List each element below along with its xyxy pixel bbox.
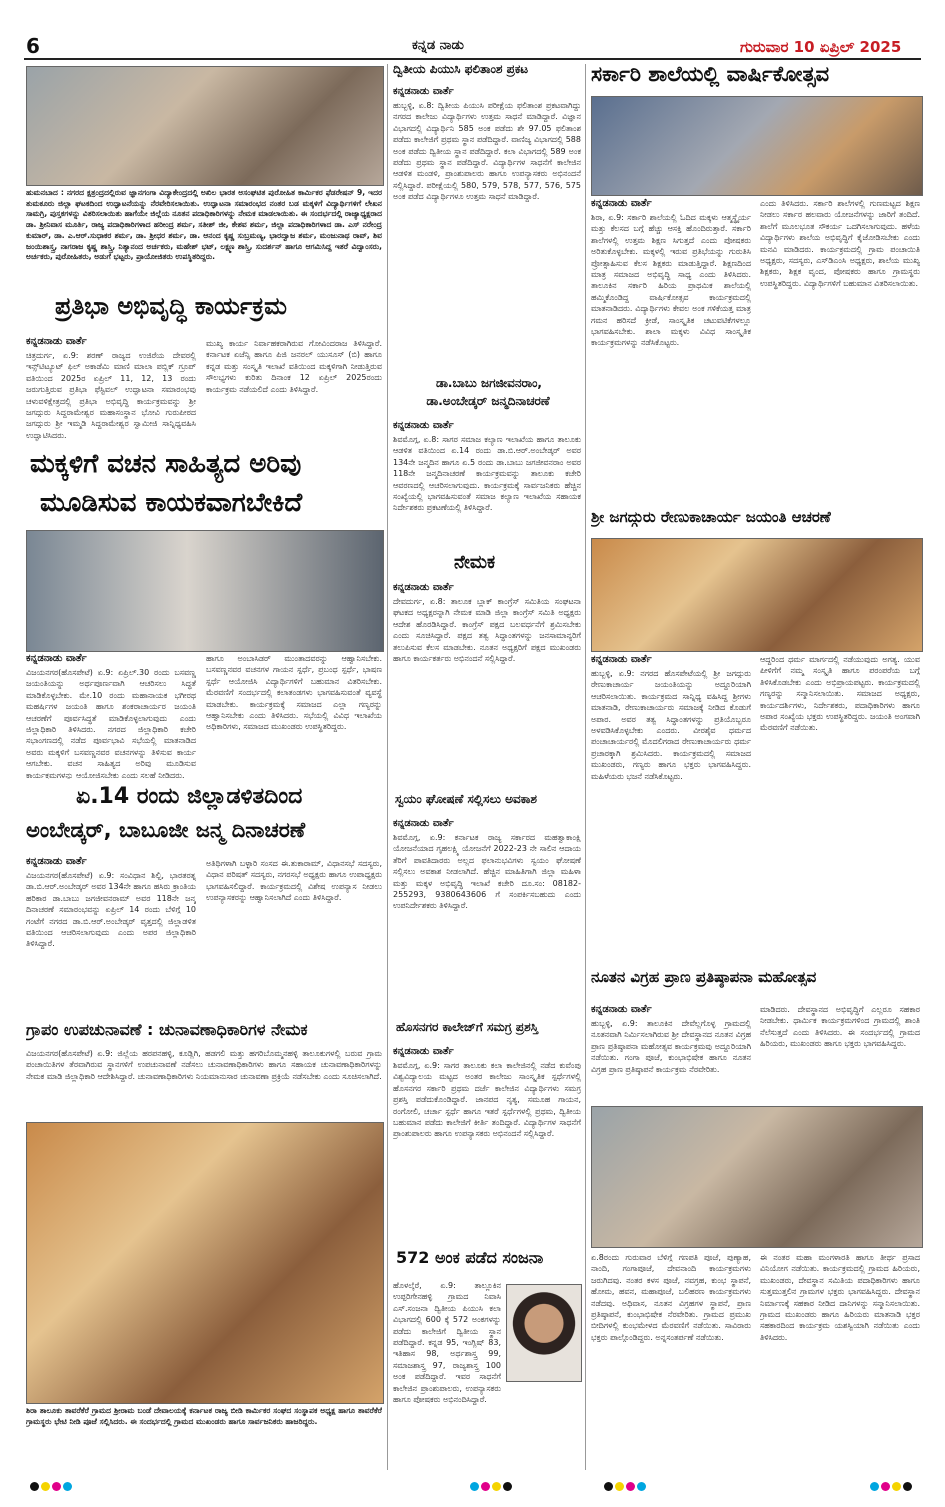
masthead-rule <box>24 58 921 60</box>
article-body: ಮಾಡಿದರು. ದೇವಸ್ಥಾನದ ಅಭಿವೃದ್ಧಿಗೆ ಎಲ್ಲರೂ ಸಹಕಾರ ನೀಡಬೇಕು. ಧಾರ್ಮಿಕ ಕಾರ್ಯಕ್ರಮಗಳಿಂದ ಗ್ರಾಮದಲ್ಲಿ ಶಾಂತಿ ನೆಲೆಸುತ್ತದೆ ಎಂದು ತಿಳಿಸಿದರು. ಈ ಸಂದರ್ಭದಲ್ಲಿ ಗ್ರಾಮದ ಹಿರಿಯರು, ಮುಖಂಡರು ಹಾಗೂ ಭಕ್ತರು ಭಾಗವಹಿಸಿದ್ದರು. <box>760 1005 920 1049</box>
byline: ಕನ್ನಡನಾಡು ವಾರ್ತೆ <box>393 1046 454 1057</box>
byline: ಕನ್ನಡನಾಡು ವಾರ್ತೆ <box>393 818 454 829</box>
article-body: ವಿಜಯನಗರ(ಹೊಸಪೇಟೆ) ಏ.9: ಸಂವಿಧಾನ ಶಿಲ್ಪಿ, ಭಾರತರತ್ನ ಡಾ.ಬಿ.ಆರ್.ಅಂಬೇಡ್ಕರ್ ಅವರ 134ನೇ ಹಾಗೂ ಹಸಿರು ಕ್ರಾಂತಿಯ ಹರಿಕಾರ ಡಾ.ಬಾಬು ಜಗಜೀವನರಾಮ್ ಅವರ 118ನೇ ಜನ್ಮ ದಿನಾಚರಣೆ ಸಮಾರಂಭವನ್ನು ಏಪ್ರಿಲ್ 14 ರಂದು ಬೆಳಿಗ್ಗೆ 10 ಗಂಟೆಗೆ ನಗರದ ಡಾ.ಬಿ.ಆರ್.ಅಂಬೇಡ್ಕರ್ ವೃತ್ತದಲ್ಲಿ ಜಿಲ್ಲಾಡಳಿತ ವತಿಯಿಂದ ಆಚರಿಸಲಾಗುವುದು ಎಂದು ಅಪರ ಜಿಲ್ಲಾಧಿಕಾರಿ ತಿಳಿಸಿದ್ದಾರೆ. <box>26 871 196 949</box>
headline-ambedkar-line2: ಅಂಬೇಡ್ಕರ್, ಬಾಬೂಜೀ ಜನ್ಮ ದಿನಾಚರಣೆ <box>26 818 306 842</box>
jayanti-photo <box>591 538 923 652</box>
meeting-photo <box>26 530 384 652</box>
registration-dots-icon <box>30 1476 74 1495</box>
headline-sanjana: 572 ಅಂಕ ಪಡೆದ ಸಂಜನಾ <box>396 1248 544 1267</box>
byline: ಕನ್ನಡನಾಡು ವಾರ್ತೆ <box>26 336 87 347</box>
byline: ಕನ್ನಡನಾಡು ವಾರ್ತೆ <box>591 198 652 209</box>
headline-hosanagara: ಹೊಸನಗರ ಕಾಲೇಜ್‌ಗೆ ಸಮಗ್ರ ಪ್ರಶಸ್ತಿ <box>396 1020 539 1034</box>
headline-ambedkar: ಏ.14 ರಂದು ಜಿಲ್ಲಾಡಳಿತದಿಂದ <box>76 784 303 809</box>
article-body: ಹುಬ್ಬಳ್ಳಿ, ಏ.9: ತಾಲೂಕಿನ ದೇವೆಲ್ಲಗೊಳ್ಳ ಗ್ರಾಮದಲ್ಲಿ ನೂತನವಾಗಿ ನಿರ್ಮಿಸಲಾಗಿರುವ ಶ್ರೀ ದೇವಸ್ಥಾನದ ನೂತನ ವಿಗ್ರಹ ಪ್ರಾಣ ಪ್ರತಿಷ್ಠಾಪನಾ ಮಹೋತ್ಸವ ಕಾರ್ಯಕ್ರಮವು ಅದ್ದೂರಿಯಾಗಿ ನಡೆಯಿತು. ಗಂಗಾ ಪೂಜೆ, ಕುಂಭಾಭಿಷೇಕ ಹಾಗೂ ನೂತನ ವಿಗ್ರಹ ಪ್ರಾಣ ಪ್ರತಿಷ್ಠಾಪನೆ ಕಾರ್ಯಕ್ರಮ ನೆರವೇರಿತು. <box>591 1019 751 1074</box>
school-anniversary-photo <box>591 96 923 196</box>
article-body: ವಿಜಯನಗರ(ಹೊಸಪೇಟೆ) ಏ.9: ಏಪ್ರಿಲ್.30 ರಂದು ಬಸವಣ್ಣ ಜಯಂತಿಯನ್ನು ಅರ್ಥಪೂರ್ಣವಾಗಿ ಆಚರಿಸಲು ಸಿದ್ಧತೆ ಮಾಡಿಕೊಳ್ಳಬೇಕು. ಮೇ.10 ರಂದು ಮಹಾನಾಯಕ ಭಗೀರಥ ಮಹರ್ಷಿಗಳ ಜಯಂತಿ ಹಾಗೂ ಶಂಕರಾಚಾರ್ಯರ ಜಯಂತಿ ಆಚರಣೆಗೆ ಪೂರ್ವಸಿದ್ಧತೆ ಮಾಡಿಕೊಳ್ಳಲಾಗುವುದು ಎಂದು ಜಿಲ್ಲಾಧಿಕಾರಿ ತಿಳಿಸಿದರು. ನಗರದ ಜಿಲ್ಲಾಧಿಕಾರಿ ಕಚೇರಿ ಸಭಾಂಗಣದಲ್ಲಿ ನಡೆದ ಪೂರ್ವಭಾವಿ ಸಭೆಯಲ್ಲಿ ಮಾತನಾಡಿದ ಅವರು ಮಕ್ಕಳಿಗೆ ಬಸವಣ್ಣನವರ ವಚನಗಳನ್ನು ತಿಳಿಸುವ ಕಾರ್ಯ ಆಗಬೇಕು. ವಚನ ಸಾಹಿತ್ಯದ ಅರಿವು ಮೂಡಿಸುವ ಕಾರ್ಯಕ್ರಮಗಳನ್ನು ಆಯೋಜಿಸಬೇಕು ಎಂದು ಸಲಹೆ ನೀಡಿದರು. <box>26 668 196 779</box>
article-body: ಹುಬ್ಬಳ್ಳಿ, ಏ.9: ನಗರದ ಹೊಸಪೇಟೆಯಲ್ಲಿ ಶ್ರೀ ಜಗದ್ಗುರು ರೇಣುಕಾಚಾರ್ಯ ಜಯಂತಿಯನ್ನು ಅದ್ದೂರಿಯಾಗಿ ಆಚರಿಸಲಾಯಿತು. ಕಾರ್ಯಕ್ರಮದ ಸಾನ್ನಿಧ್ಯ ವಹಿಸಿದ್ದ ಶ್ರೀಗಳು ಮಾತನಾಡಿ, ರೇಣುಕಾಚಾರ್ಯರು ಸಮಾಜಕ್ಕೆ ನೀಡಿದ ಕೊಡುಗೆ ಅಪಾರ. ಅವರ ತತ್ವ ಸಿದ್ಧಾಂತಗಳನ್ನು ಪ್ರತಿಯೊಬ್ಬರೂ ಅಳವಡಿಸಿಕೊಳ್ಳಬೇಕು ಎಂದರು. ವೀರಶೈವ ಧರ್ಮದ ಪಂಚಾಚಾರ್ಯರಲ್ಲಿ ಮೊದಲಿಗರಾದ ರೇಣುಕಾಚಾರ್ಯರು ಧರ್ಮ ಪ್ರಚಾರಕ್ಕಾಗಿ ಶ್ರಮಿಸಿದರು. ಕಾರ್ಯಕ್ರಮದಲ್ಲಿ ಸಮಾಜದ ಮುಖಂಡರು, ಗಣ್ಯರು ಹಾಗೂ ಭಕ್ತರು ಭಾಗವಹಿಸಿದ್ದರು. ಮಹಿಳೆಯರು ಭಜನೆ ನಡೆಸಿಕೊಟ್ಟರು. <box>591 669 751 781</box>
article-body: ಹುಬ್ಬಳ್ಳಿ, ಏ.8: ದ್ವಿತೀಯ ಪಿಯುಸಿ ಪರೀಕ್ಷೆಯ ಫಲಿತಾಂಶ ಪ್ರಕಟವಾಗಿದ್ದು ನಗರದ ಕಾಲೇಜು ವಿದ್ಯಾರ್ಥಿಗಳು ಉತ್ತಮ ಸಾಧನೆ ಮಾಡಿದ್ದಾರೆ. ವಿಜ್ಞಾನ ವಿಭಾಗದಲ್ಲಿ ವಿದ್ಯಾರ್ಥಿನಿ 585 ಅಂಕ ಪಡೆದು ಶೇ 97.05 ಫಲಿತಾಂಶ ಪಡೆದು ಕಾಲೇಜಿಗೆ ಪ್ರಥಮ ಸ್ಥಾನ ಪಡೆದಿದ್ದಾರೆ. ವಾಣಿಜ್ಯ ವಿಭಾಗದಲ್ಲಿ 588 ಅಂಕ ಪಡೆದು ದ್ವಿತೀಯ ಸ್ಥಾನ ಪಡೆದಿದ್ದಾರೆ. ಕಲಾ ವಿಭಾಗದಲ್ಲಿ 589 ಅಂಕ ಪಡೆದು ಪ್ರಥಮ ಸ್ಥಾನ ಪಡೆದಿದ್ದಾರೆ. ವಿದ್ಯಾರ್ಥಿಗಳ ಸಾಧನೆಗೆ ಕಾಲೇಜಿನ ಆಡಳಿತ ಮಂಡಳಿ, ಪ್ರಾಂಶುಪಾಲರು ಹಾಗೂ ಉಪನ್ಯಾಸಕರು ಅಭಿನಂದನೆ ಸಲ್ಲಿಸಿದ್ದಾರೆ. ಪರೀಕ್ಷೆಯಲ್ಲಿ 580, 579, 578, 577, 576, 575 ಅಂಕ ಪಡೆದ ವಿದ್ಯಾರ್ಥಿಗಳೂ ಉತ್ತಮ ಸಾಧನೆ ಮಾಡಿದ್ದಾರೆ. <box>393 101 581 202</box>
article-body: ಶಿವಮೊಗ್ಗ, ಏ.9: ಸಾಗರ ತಾಲೂಕು ಕಲಾ ಕಾಲೇಜಿನಲ್ಲಿ ನಡೆದ ಕುವೆಂಪು ವಿಶ್ವವಿದ್ಯಾಲಯ ಮಟ್ಟದ ಅಂತರ ಕಾಲೇಜು ಸಾಂಸ್ಕೃತಿಕ ಸ್ಪರ್ಧೆಗಳಲ್ಲಿ ಹೊಸನಗರ ಸರ್ಕಾರಿ ಪ್ರಥಮ ದರ್ಜೆ ಕಾಲೇಜಿನ ವಿದ್ಯಾರ್ಥಿಗಳು ಸಮಗ್ರ ಪ್ರಶಸ್ತಿ ಪಡೆದುಕೊಂಡಿದ್ದಾರೆ. ಜಾನಪದ ನೃತ್ಯ, ಸಮೂಹ ಗಾಯನ, ರಂಗೋಲಿ, ಚರ್ಚಾ ಸ್ಪರ್ಧೆ ಹಾಗೂ ಇತರೆ ಸ್ಪರ್ಧೆಗಳಲ್ಲಿ ಪ್ರಥಮ, ದ್ವಿತೀಯ ಬಹುಮಾನ ಪಡೆದು ಕಾಲೇಜಿಗೆ ಕೀರ್ತಿ ತಂದಿದ್ದಾರೆ. ವಿದ್ಯಾರ್ಥಿಗಳ ಸಾಧನೆಗೆ ಪ್ರಾಂಶುಪಾಲರು ಹಾಗೂ ಉಪನ್ಯಾಸಕರು ಅಭಿನಂದನೆ ಸಲ್ಲಿಸಿದ್ದಾರೆ. <box>393 1061 581 1139</box>
article-body: ಶಿವಮೊಗ್ಗ, ಏ.9: ಕರ್ನಾಟಕ ರಾಜ್ಯ ಸರ್ಕಾರದ ಮಹತ್ವಾಕಾಂಕ್ಷಿ ಯೋಜನೆಯಾದ ಗೃಹಲಕ್ಷ್ಮಿ ಯೋಜನೆಗೆ 2022-23 ನೇ ಸಾಲಿನ ಆದಾಯ ತೆರಿಗೆ ಪಾವತಿದಾರರು ಅಲ್ಲದ ಫಲಾನುಭವಿಗಳು ಸ್ವಯಂ ಘೋಷಣೆ ಸಲ್ಲಿಸಲು ಅವಕಾಶ ನೀಡಲಾಗಿದೆ. ಹೆಚ್ಚಿನ ಮಾಹಿತಿಗಾಗಿ ಜಿಲ್ಲಾ ಮಹಿಳಾ ಮತ್ತು ಮಕ್ಕಳ ಅಭಿವೃದ್ಧಿ ಇಲಾಖೆ ಕಚೇರಿ ದೂ.ಸಂ: 08182-255293, 9380643606 ಗೆ ಸಂಪರ್ಕಿಸಬಹುದು ಎಂದು ಉಪನಿರ್ದೇಶಕರು ತಿಳಿಸಿದ್ದಾರೆ. <box>393 833 581 911</box>
headline-swayam: ಸ್ವಯಂ ಘೋಷಣೆ ಸಲ್ಲಿಸಲು ಅವಕಾಶ <box>395 792 537 806</box>
column-divider <box>387 64 388 1470</box>
headline-pratibha: ಪ್ರತಿಭಾ ಅಭಿವೃದ್ಧಿ ಕಾರ್ಯಕ್ರಮ <box>55 292 287 320</box>
article-body: ಶಿರಾ, ಏ.9: ಸರ್ಕಾರಿ ಶಾಲೆಯಲ್ಲಿ ಓದಿದ ಮಕ್ಕಳು ಆತ್ಮಸ್ಥೈರ್ಯ ಮತ್ತು ಕೆಲಸದ ಬಗ್ಗೆ ಹೆಚ್ಚು ಆಸಕ್ತಿ ಹೊಂದಿರುತ್ತಾರೆ. ಸರ್ಕಾರಿ ಶಾಲೆಗಳಲ್ಲಿ ಉತ್ತಮ ಶಿಕ್ಷಣ ಸಿಗುತ್ತದೆ ಎಂದು ಪೋಷಕರು ಅರಿತುಕೊಳ್ಳಬೇಕು. ಮಕ್ಕಳಲ್ಲಿ ಇರುವ ಪ್ರತಿಭೆಯನ್ನು ಗುರುತಿಸಿ ಪ್ರೋತ್ಸಾಹಿಸುವ ಕೆಲಸ ಶಿಕ್ಷಕರು ಮಾಡುತ್ತಿದ್ದಾರೆ. ಶಿಕ್ಷಣದಿಂದ ಮಾತ್ರ ಸಮಾಜದ ಅಭಿವೃದ್ಧಿ ಸಾಧ್ಯ ಎಂದು ತಿಳಿಸಿದರು. ತಾಲೂಕಿನ ಸರ್ಕಾರಿ ಹಿರಿಯ ಪ್ರಾಥಮಿಕ ಶಾಲೆಯಲ್ಲಿ ಹಮ್ಮಿಕೊಂಡಿದ್ದ ವಾರ್ಷಿಕೋತ್ಸವ ಕಾರ್ಯಕ್ರಮದಲ್ಲಿ ಮಾತನಾಡಿದರು. ವಿದ್ಯಾರ್ಥಿಗಳು ಕೇವಲ ಅಂಕ ಗಳಿಕೆಯತ್ತ ಮಾತ್ರ ಗಮನ ಹರಿಸದೆ ಕ್ರೀಡೆ, ಸಾಂಸ್ಕೃತಿಕ ಚಟುವಟಿಕೆಗಳಲ್ಲೂ ಭಾಗವಹಿಸಬೇಕು. ಶಾಲಾ ಮಕ್ಕಳು ವಿವಿಧ ಸಾಂಸ್ಕೃತಿಕ ಕಾರ್ಯಕ್ರಮಗಳನ್ನು ನಡೆಸಿಕೊಟ್ಟರು. <box>591 213 751 348</box>
byline: ಕನ್ನಡನಾಡು ವಾರ್ತೆ <box>393 420 454 431</box>
registration-dots-icon <box>604 1476 648 1495</box>
article-body: ಹಾಗೂ ಅಂಬಾಸಿಡರ್ ಮುಂತಾದವರನ್ನು ಆಹ್ವಾನಿಸಬೇಕು. ಬಸವಣ್ಣನವರ ವಚನಗಳ ಗಾಯನ ಸ್ಪರ್ಧೆ, ಪ್ರಬಂಧ ಸ್ಪರ್ಧೆ, ಭಾಷಣ ಸ್ಪರ್ಧೆ ಆಯೋಜಿಸಿ ವಿದ್ಯಾರ್ಥಿಗಳಿಗೆ ಬಹುಮಾನ ವಿತರಿಸಬೇಕು. ಮೆರವಣಿಗೆ ಸಂದರ್ಭದಲ್ಲಿ ಕಲಾತಂಡಗಳು ಭಾಗವಹಿಸುವಂತೆ ವ್ಯವಸ್ಥೆ ಮಾಡಬೇಕು. ಕಾರ್ಯಕ್ರಮಕ್ಕೆ ಸಮಾಜದ ಎಲ್ಲಾ ಗಣ್ಯರನ್ನು ಆಹ್ವಾನಿಸಬೇಕು ಎಂದು ತಿಳಿಸಿದರು. ಸಭೆಯಲ್ಲಿ ವಿವಿಧ ಇಲಾಖೆಯ ಅಧಿಕಾರಿಗಳು, ಸಮಾಜದ ಮುಖಂಡರು ಉಪಸ್ಥಿತರಿದ್ದರು. <box>206 654 382 732</box>
article-body: ಏ.8ರಂದು ಗುರುವಾರ ಬೆಳಿಗ್ಗೆ ಗಣಪತಿ ಪೂಜೆ, ಪುಣ್ಯಾಹ, ನಾಂದಿ, ಗಂಗಾಪೂಜೆ, ದೇವನಾಂದಿ ಕಾರ್ಯಕ್ರಮಗಳು ಜರುಗಿದವು. ನಂತರ ಕಳಸ ಪೂಜೆ, ನವಗ್ರಹ, ಕುಂಭ ಸ್ಥಾಪನೆ, ಹೋಮ, ಹವನ, ಮಹಾಪೂಜೆ, ಬಲಿಹರಣ ಕಾರ್ಯಕ್ರಮಗಳು ನಡೆದವು. ಅಧಿವಾಸ, ನೂತನ ವಿಗ್ರಹಗಳ ಸ್ಥಾಪನೆ, ಪ್ರಾಣ ಪ್ರತಿಷ್ಠಾಪನೆ, ಕುಂಭಾಭಿಷೇಕ ನೆರವೇರಿತು. ಗ್ರಾಮದ ಪ್ರಮುಖ ಬೀದಿಗಳಲ್ಲಿ ಕುಂಭಮೇಳದ ಮೆರವಣಿಗೆ ನಡೆಯಿತು. ಸಾವಿರಾರು ಭಕ್ತರು ಪಾಲ್ಗೊಂಡಿದ್ದರು. ಅನ್ನಸಂತರ್ಪಣೆ ನಡೆಯಿತು. <box>591 1253 751 1342</box>
federation-group-photo <box>26 66 384 186</box>
photo-caption: ಹುಮನಬಾದ : ನಗರದ ಕ್ಷತ್ರಂದ್ರದಲ್ಲಿರುವ ಜ್ಞಾನಗಂಗಾ ವಿದ್ಯಾಕೇಂದ್ರದಲ್ಲಿ ಅಖಿಲ ಭಾರತ ಅಸಂಘಟಿತ ಪುರೋಹಿತ ಕಾರ್ಮಿಕರ ಫೆಡರೇಷನ್ 9, ಇದರ ತುಮಕೂರು ಜಿಲ್ಲಾ ಘಟಕದಿಂದ ಉದ್ಘಾಟನೆಯನ್ನು ನೆರವೇರಿಸಲಾಯಿತು. ಉದ್ಘಾಟನಾ ಸಮಾರಂಭದ ನಂತರ ಬಡ ಮಕ್ಕಳಿಗೆ ವಿದ್ಯಾರ್ಥಿಗಳಿಗೆ ಲೇಖನ ಸಾಮಗ್ರಿ, ಪುಸ್ತಕಗಳನ್ನು ವಿತರಿಸಲಾಯಿತು ಹಾಗೆಯೇ ಜಿಲ್ಲೆಯ ನೂತನ ಪದಾಧಿಕಾರಿಗಳನ್ನು ನೇಮಕ ಮಾಡಲಾಯಿತು. ಈ ಸಂದರ್ಭದಲ್ಲಿ ರಾಜ್ಯಾಧ್ಯಕ್ಷರಾದ ಡಾ. ಶ್ರೀನಿವಾಸ ಮೂರ್ತಿ, ರಾಜ್ಯ ಪದಾಧಿಕಾರಿಗಳಾದ ಹರೀಂದ್ರ ಶರ್ಮ, ಸತೀಶ್ ಜೀ, ಕೇಶವ ಶರ್ಮ, ಜಿಲ್ಲಾ ಪದಾಧಿಕಾರಿಗಳಾದ ಡಾ. ಎಸ್ ನರೇಂದ್ರ ಕುಮಾರ್, ಡಾ. ಎ.ಆರ್.ಸುಧಾಕರ ಶರ್ಮ, ಡಾ. ಶ್ರೀಧರ ಶರ್ಮ, ಡಾ. ಆನಂದ ಕೃಷ್ಣ ಸುಬ್ರಮಣ್ಯ, ಭಾರದ್ವಾಜ ಶರ್ಮ, ಮಂಜುನಾಥ ರಾವ್, ಶಿವ ಜಂಯಿಶಾಸ್ತ್ರ, ನಾಗರಾಜ ಕೃಷ್ಣ ಶಾಸ್ತ್ರಿ, ನಿತ್ಯಾನಂದ ಅರ್ಚಕರು, ಮಹೇಶ್ ಭಟ್, ಲಕ್ಷ್ಮಣ ಶಾಸ್ತ್ರಿ, ಸುದರ್ಶನ್ ಹಾಗೂ ಆಗಮಿಸಿದ್ದ ಇತರೆ ವಿದ್ವಾಂಸರು, ಅರ್ಚಕರು, ಪುರೋಹಿತರು, ಅಡುಗೆ ಭಟ್ಟರು, ಪ್ರಾಯೋಜಿತರು ಉಪಸ್ಥಿತರಿದ್ದರು. <box>26 188 382 262</box>
page-number: 6 <box>26 34 40 58</box>
headline-sarkari: ಸರ್ಕಾರಿ ಶಾಲೆಯಲ್ಲಿ ವಾರ್ಷಿಕೋತ್ಸವ <box>591 62 830 86</box>
photo-caption: ಶಿರಾ ತಾಲೂಕು ತಾವರೆಕೆರೆ ಗ್ರಾಮದ ಶ್ರೀರಾಮ ಬಂಡೆ ದೇವಾಲಯಕ್ಕೆ ಕರ್ನಾಟಕ ರಾಜ್ಯ ಬೀಡಿ ಕಾರ್ಮಿಕರ ಸಂಘದ ಸಂಸ್ಥಾಪಕ ಅಧ್ಯಕ್ಷ ಹಾಗೂ ತಾವರೆಕೆರೆ ಗ್ರಾಮಸ್ಥರು ಭೇಟಿ ನೀಡಿ ಪೂಜೆ ಸಲ್ಲಿಸಿದರು. ಈ ಸಂದರ್ಭದಲ್ಲಿ ಗ್ರಾಮದ ಮುಖಂಡರು ಹಾಗೂ ಸಾರ್ವಜನಿಕರು ಹಾಜರಿದ್ದರು. <box>26 1406 382 1426</box>
registration-dots-icon <box>470 1476 514 1495</box>
article-body: ಈ ನಂತರ ಮಹಾ ಮಂಗಳಾರತಿ ಹಾಗೂ ತೀರ್ಥ ಪ್ರಸಾದ ವಿನಿಯೋಗ ನಡೆಯಿತು. ಕಾರ್ಯಕ್ರಮದಲ್ಲಿ ಗ್ರಾಮದ ಹಿರಿಯರು, ಮುಖಂಡರು, ದೇವಸ್ಥಾನ ಸಮಿತಿಯ ಪದಾಧಿಕಾರಿಗಳು ಹಾಗೂ ಸುತ್ತಮುತ್ತಲಿನ ಗ್ರಾಮಗಳ ಭಕ್ತರು ಭಾಗವಹಿಸಿದ್ದರು. ದೇವಸ್ಥಾನ ನಿರ್ಮಾಣಕ್ಕೆ ಸಹಕಾರ ನೀಡಿದ ದಾನಿಗಳನ್ನು ಸನ್ಮಾನಿಸಲಾಯಿತು. ಗ್ರಾಮದ ಮುಖಂಡರು ಹಾಗೂ ಹಿರಿಯರು ಮಾತನಾಡಿ ಭಕ್ತರ ಸಹಕಾರದಿಂದ ಕಾರ್ಯಕ್ರಮ ಯಶಸ್ವಿಯಾಗಿ ನಡೆಯಿತು ಎಂದು ತಿಳಿಸಿದರು. <box>760 1253 920 1342</box>
byline: ಕನ್ನಡನಾಡು ವಾರ್ತೆ <box>591 1004 652 1015</box>
consecration-photo <box>591 1106 923 1248</box>
byline: ಕನ್ನಡನಾಡು ವಾರ್ತೆ <box>26 856 87 867</box>
headline-babu: ಡಾ.ಬಾಬು ಜಗಜೀವನರಾಂ, <box>436 376 542 390</box>
headline-vachana-line2: ಮೂಡಿಸುವ ಕಾಯಕವಾಗಬೇಕಿದೆ <box>40 488 303 518</box>
article-body: ಮುಖ್ಯ ಕಾರ್ಯ ನಿರ್ವಾಹಕರಾಗಿರುವ ಗೋವಿಂದರಾಜ ತಿಳಿಸಿದ್ದಾರೆ. ಕರ್ನಾಟಕ ಏಜೆನ್ಸಿ ಹಾಗೂ ಪಿಜಿ ಜನರಲ್ ಯುಸೂಸ್ (ಬಿ) ಹಾಗೂ ಕನ್ನಡ ಮತ್ತು ಸಂಸ್ಕೃತಿ ಇಲಾಖೆ ವತಿಯಿಂದ ಮಕ್ಕಳಿಗಾಗಿ ನೀಡುತ್ತಿರುವ ಸೌಲಭ್ಯಗಳು ಕುರಿತು ದಿನಾಂಕ 12 ಏಪ್ರಿಲ್ 2025ರಂದು ಕಾರ್ಯಕ್ರಮ ನಡೆಯಲಿದೆ ಎಂದು ತಿಳಿಸಿದ್ದಾರೆ. <box>206 339 382 394</box>
article-body: ಆದ್ದರಿಂದ ಧರ್ಮ ಮಾರ್ಗದಲ್ಲಿ ನಡೆಯುವುದು ಅಗತ್ಯ. ಯುವ ಪೀಳಿಗೆಗೆ ನಮ್ಮ ಸಂಸ್ಕೃತಿ ಹಾಗೂ ಪರಂಪರೆಯ ಬಗ್ಗೆ ತಿಳಿಸಿಕೊಡಬೇಕು ಎಂದು ಅಭಿಪ್ರಾಯಪಟ್ಟರು. ಕಾರ್ಯಕ್ರಮದಲ್ಲಿ ಗಣ್ಯರನ್ನು ಸನ್ಮಾನಿಸಲಾಯಿತು. ಸಮಾಜದ ಅಧ್ಯಕ್ಷರು, ಕಾರ್ಯದರ್ಶಿಗಳು, ನಿರ್ದೇಶಕರು, ಪದಾಧಿಕಾರಿಗಳು ಹಾಗೂ ಅಪಾರ ಸಂಖ್ಯೆಯ ಭಕ್ತರು ಉಪಸ್ಥಿತರಿದ್ದರು. ಜಯಂತಿ ಅಂಗವಾಗಿ ಮೆರವಣಿಗೆ ನಡೆಯಿತು. <box>760 655 920 733</box>
article-body: ದೇವದುರ್ಗ, ಏ.8: ತಾಲೂಕ ಬ್ಲಾಕ್ ಕಾಂಗ್ರೆಸ್ ಸಮಿತಿಯ ಸಂಘಟನಾ ಘಟಕದ ಅಧ್ಯಕ್ಷರನ್ನಾಗಿ ನೇಮಕ ಮಾಡಿ ಜಿಲ್ಲಾ ಕಾಂಗ್ರೆಸ್ ಸಮಿತಿ ಅಧ್ಯಕ್ಷರು ಆದೇಶ ಹೊರಡಿಸಿದ್ದಾರೆ. ಕಾಂಗ್ರೆಸ್ ಪಕ್ಷದ ಬಲವರ್ಧನೆಗೆ ಶ್ರಮಿಸಬೇಕು ಎಂದು ಸೂಚಿಸಿದ್ದಾರೆ. ಪಕ್ಷದ ತತ್ವ ಸಿದ್ಧಾಂತಗಳನ್ನು ಜನಸಾಮಾನ್ಯರಿಗೆ ತಲುಪಿಸುವ ಕೆಲಸ ಮಾಡಬೇಕು. ನೂತನ ಅಧ್ಯಕ್ಷರಿಗೆ ಪಕ್ಷದ ಮುಖಂಡರು ಹಾಗೂ ಕಾರ್ಯಕರ್ತರು ಅಭಿನಂದನೆ ಸಲ್ಲಿಸಿದ್ದಾರೆ. <box>393 597 581 664</box>
student-photo <box>506 1284 582 1382</box>
temple-visit-photo <box>26 1122 384 1404</box>
headline-nutana: ನೂತನ ವಿಗ್ರಹ ಪ್ರಾಣ ಪ್ರತಿಷ್ಠಾಪನಾ ಮಹೋತ್ಸವ <box>591 968 817 986</box>
column-divider <box>585 64 586 1470</box>
article-body: ವಿಜಯನಗರ(ಹೊಸಪೇಟೆ) ಏ.9: ಜಿಲ್ಲೆಯ ಹರಪನಹಳ್ಳಿ, ಕೂಡ್ಲಿಗಿ, ಹಡಗಲಿ ಮತ್ತು ಹಗರಿಬೊಮ್ಮನಹಳ್ಳಿ ತಾಲೂಕುಗಳಲ್ಲಿ ಬರುವ ಗ್ರಾಮ ಪಂಚಾಯಿತಿಗಳ ತೆರವಾಗಿರುವ ಸ್ಥಾನಗಳಿಗೆ ಉಪಚುನಾವಣೆ ನಡೆಸಲು ಚುನಾವಣಾಧಿಕಾರಿಗಳು ಹಾಗೂ ಸಹಾಯಕ ಚುನಾವಣಾಧಿಕಾರಿಗಳನ್ನು ನೇಮಕ ಮಾಡಿ ಜಿಲ್ಲಾಧಿಕಾರಿ ಆದೇಶಿಸಿದ್ದಾರೆ. ಚುನಾವಣಾಧಿಕಾರಿಗಳು ನಿಯಮಾನುಸಾರ ಚುನಾವಣಾ ಪ್ರಕ್ರಿಯೆ ನಡೆಸಬೇಕು ಎಂದು ಸೂಚಿಸಲಾಗಿದೆ. <box>26 1049 382 1081</box>
masthead <box>0 0 945 62</box>
headline-nemaka: ನೇಮಕ <box>454 552 496 573</box>
headline-vachana: ಮಕ್ಕಳಿಗೆ ವಚನ ಸಾಹಿತ್ಯದ ಅರಿವು <box>30 449 302 479</box>
headline-grama: ಗ್ರಾಪಂ ಉಪಚುನಾವಣೆ : ಚುನಾವಣಾಧಿಕಾರಿಗಳ ನೇಮಕ <box>26 1020 308 1039</box>
byline: ಕನ್ನಡನಾಡು ವಾರ್ತೆ <box>393 86 454 97</box>
registration-dots-icon <box>870 1476 914 1495</box>
article-body: ಅತಿಥಿಗಳಾಗಿ ಬಳ್ಳಾರಿ ಸಂಸದ ಈ.ತುಕಾರಾಮ್, ವಿಧಾನಸಭೆ ಸದಸ್ಯರು, ವಿಧಾನ ಪರಿಷತ್ ಸದಸ್ಯರು, ನಗರಸಭೆ ಅಧ್ಯಕ್ಷರು ಹಾಗೂ ಉಪಾಧ್ಯಕ್ಷರು ಭಾಗವಹಿಸಲಿದ್ದಾರೆ. ಕಾರ್ಯಕ್ರಮದಲ್ಲಿ ವಿಶೇಷ ಉಪನ್ಯಾಸ ನೀಡಲು ಉಪನ್ಯಾಸಕರನ್ನು ಆಹ್ವಾನಿಸಲಾಗಿದೆ ಎಂದು ತಿಳಿಸಿದ್ದಾರೆ. <box>206 859 382 903</box>
issue-date: ಗುರುವಾರ 10 ಏಪ್ರಿಲ್ 2025 <box>740 38 902 56</box>
article-body: ಎಂದು ತಿಳಿಸಿದರು. ಸರ್ಕಾರಿ ಶಾಲೆಗಳಲ್ಲಿ ಗುಣಮಟ್ಟದ ಶಿಕ್ಷಣ ನೀಡಲು ಸರ್ಕಾರ ಹಲವಾರು ಯೋಜನೆಗಳನ್ನು ಜಾರಿಗೆ ತಂದಿದೆ. ಶಾಲೆಗೆ ಮೂಲಭೂತ ಸೌಕರ್ಯ ಒದಗಿಸಲಾಗುವುದು. ಹಳೆಯ ವಿದ್ಯಾರ್ಥಿಗಳು ಶಾಲೆಯ ಅಭಿವೃದ್ಧಿಗೆ ಕೈಜೋಡಿಸಬೇಕು ಎಂದು ಮನವಿ ಮಾಡಿದರು. ಕಾರ್ಯಕ್ರಮದಲ್ಲಿ ಗ್ರಾಮ ಪಂಚಾಯಿತಿ ಅಧ್ಯಕ್ಷರು, ಸದಸ್ಯರು, ಎಸ್‌ಡಿಎಂಸಿ ಅಧ್ಯಕ್ಷರು, ಶಾಲೆಯ ಮುಖ್ಯ ಶಿಕ್ಷಕರು, ಶಿಕ್ಷಕ ವೃಂದ, ಪೋಷಕರು ಹಾಗೂ ಗ್ರಾಮಸ್ಥರು ಉಪಸ್ಥಿತರಿದ್ದರು. ವಿದ್ಯಾರ್ಥಿಗಳಿಗೆ ಬಹುಮಾನ ವಿತರಿಸಲಾಯಿತು. <box>760 199 920 288</box>
article-body: ಹೊಳಲ್ಕೆರೆ, ಏ.9: ತಾಲ್ಲೂಕಿನ ಉಪ್ಪರಿಗೇನಹಳ್ಳಿ ಗ್ರಾಮದ ನಿವಾಸಿ ಎಸ್.ಸಂಜನಾ ದ್ವಿತೀಯ ಪಿಯುಸಿ ಕಲಾ ವಿಭಾಗದಲ್ಲಿ 600 ಕ್ಕೆ 572 ಅಂಕಗಳನ್ನು ಪಡೆದು ಕಾಲೇಜಿಗೆ ದ್ವಿತೀಯ ಸ್ಥಾನ ಪಡೆದಿದ್ದಾರೆ. ಕನ್ನಡ 95, ಇಂಗ್ಲಿಷ್ 83, ಇತಿಹಾಸ 98, ಅರ್ಥಶಾಸ್ತ್ರ 99, ಸಮಾಜಶಾಸ್ತ್ರ 97, ರಾಜ್ಯಶಾಸ್ತ್ರ 100 ಅಂಕ ಪಡೆದಿದ್ದಾರೆ. ಇವರ ಸಾಧನೆಗೆ ಕಾಲೇಜಿನ ಪ್ರಾಂಶುಪಾಲರು, ಉಪನ್ಯಾಸಕರು ಹಾಗೂ ಪೋಷಕರು ಅಭಿನಂದಿಸಿದ್ದಾರೆ. <box>393 1281 501 1405</box>
byline: ಕನ್ನಡನಾಡು ವಾರ್ತೆ <box>26 653 87 664</box>
article-body: ಚಿತ್ರದುರ್ಗ, ಏ.9: ಶರಣ್ ರಾಜ್ಯದ ಉಜಿರೆಯ ದೇವರಲ್ಲಿ ಇನ್ಸ್‌ಟಿಟ್ಯೂಟ್ ಫಿಲ್ ಅಕಾಡೆಮಿ ಮಾಣಿ ಮಾಲಾ ಪಬ್ಲಿಕ್ ಗ್ರೂಪ್ ವತಿಯಿಂದ 2025ರ ಏಪ್ರಿಲ್ 11, 12, 13 ರಂದು ಜರುಗುತ್ತಿರುವ ಪ್ರತಿಭಾ ಫೆಸ್ಟಿವಲ್ ಉದ್ಘಾಟನಾ ಸಮಾರಂಭವು ಚಳುವಳಿಕ್ಷೇತ್ರದಲ್ಲಿ ಪ್ರತಿಭಾ ಅಭಿವೃದ್ಧಿ ಕಾರ್ಯಕ್ರಮವನ್ನು ಶ್ರೀ ಜಗದ್ಗುರು ಸಿದ್ದರಾಮೇಶ್ವರ ಮಹಾಸಂಸ್ಥಾನ ಭೋವಿ ಗುರುಪೀಠದ ಜಗದ್ಗುರು ಶ್ರೀ ಇಮ್ಮಡಿ ಸಿದ್ದರಾಮೇಶ್ವರ ಸ್ವಾಮೀಜಿ ಸಾನ್ನಿಧ್ಯವಹಿಸಿ ಉದ್ಘಾಟಿಸಿದರು. <box>26 351 196 440</box>
article-body: ಶಿವಮೊಗ್ಗ, ಏ.8: ಸಾಗರ ಸಮಾಜ ಕಲ್ಯಾಣ ಇಲಾಖೆಯ ಹಾಗೂ ತಾಲೂಕು ಆಡಳಿತ ವತಿಯಿಂದ ಏ.14 ರಂದು ಡಾ.ಬಿ.ಆರ್.ಅಂಬೇಡ್ಕರ್ ಅವರ 134ನೇ ಜನ್ಮದಿನ ಹಾಗೂ ಏ.5 ರಂದು ಡಾ.ಬಾಬು ಜಗಜೀವನರಾಂ ಅವರ 118ನೇ ಜನ್ಮದಿನಾಚರಣೆ ಕಾರ್ಯಕ್ರಮವನ್ನು ತಾಲೂಕು ಕಚೇರಿ ಆವರಣದಲ್ಲಿ ಆಚರಿಸಲಾಗುವುದು. ಕಾರ್ಯಕ್ರಮಕ್ಕೆ ಸಾರ್ವಜನಿಕರು ಹೆಚ್ಚಿನ ಸಂಖ್ಯೆಯಲ್ಲಿ ಭಾಗವಹಿಸುವಂತೆ ಸಮಾಜ ಕಲ್ಯಾಣ ಇಲಾಖೆಯ ಸಹಾಯಕ ನಿರ್ದೇಶಕರು ಪ್ರಕಟಣೆಯಲ್ಲಿ ತಿಳಿಸಿದ್ದಾರೆ. <box>393 435 581 513</box>
headline-babu-line2: ಡಾ.ಅಂಬೇಡ್ಕರ್ ಜನ್ಮದಿನಾಚರಣೆ <box>426 394 550 408</box>
headline-puc: ದ್ವಿತೀಯ ಪಿಯುಸಿ ಫಲಿತಾಂಶ ಪ್ರಕಟ <box>393 62 529 76</box>
headline-renuka: ಶ್ರೀ ಜಗದ್ಗುರು ರೇಣುಕಾಚಾರ್ಯ ಜಯಂತಿ ಆಚರಣೆ <box>591 508 831 526</box>
byline: ಕನ್ನಡನಾಡು ವಾರ್ತೆ <box>393 582 454 593</box>
newspaper-brand: ಕನ್ನಡ ನಾಡು <box>412 38 464 53</box>
byline: ಕನ್ನಡನಾಡು ವಾರ್ತೆ <box>591 654 652 665</box>
